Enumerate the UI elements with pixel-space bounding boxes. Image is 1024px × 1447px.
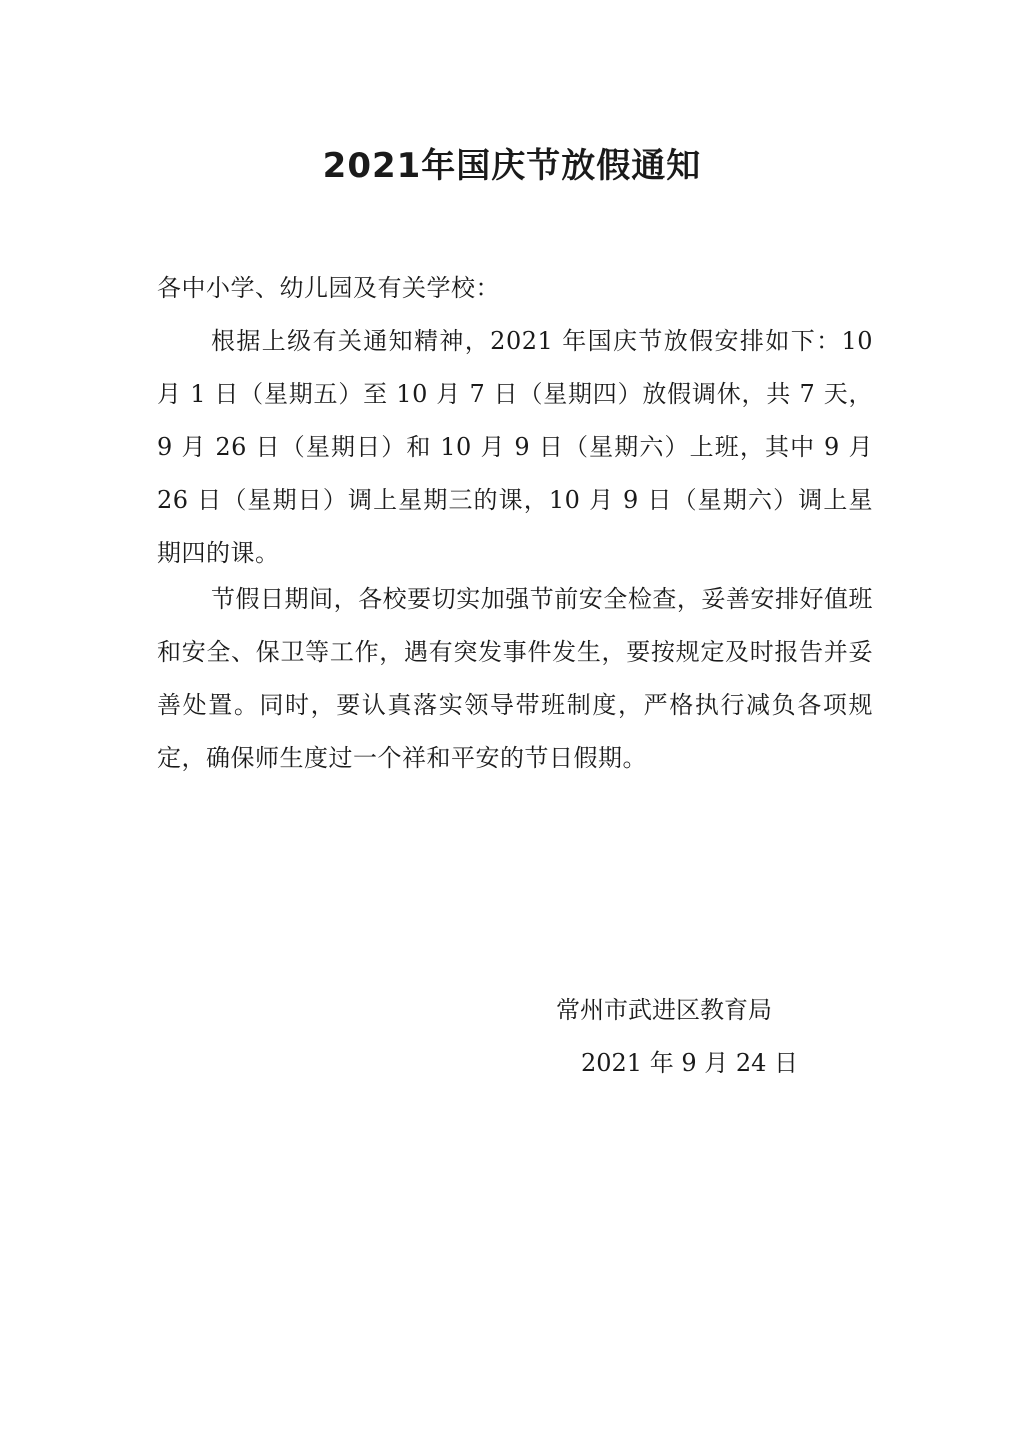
signature-organization: 常州市武进区教育局: [556, 996, 772, 1024]
paragraph-schedule: 根据上级有关通知精神，2021 年国庆节放假安排如下：10 月 1 日（星期五）至 10 月 7 日（星期四）放假调休，共 7 天，9 月 26 日（星期日）和 10 月 9 日（星期六）上班，其中 9 月 26 日（星期日）调上星期三的课，10 月 9 日（星期六）调上星期四的课。: [157, 327, 873, 567]
document-title: 2021年国庆节放假通知: [322, 146, 702, 186]
salutation: 各中小学、幼儿园及有关学校：: [157, 274, 500, 302]
signature-date: 2021 年 9 月 24 日: [581, 1049, 799, 1077]
paragraph-safety: 节假日期间，各校要切实加强节前安全检查，妥善安排好值班和安全、保卫等工作，遇有突发事件发生，要按规定及时报告并妥善处置。同时，要认真落实领导带班制度，严格执行减负各项规定，确保师生度过一个祥和平安的节日假期。: [157, 585, 873, 772]
